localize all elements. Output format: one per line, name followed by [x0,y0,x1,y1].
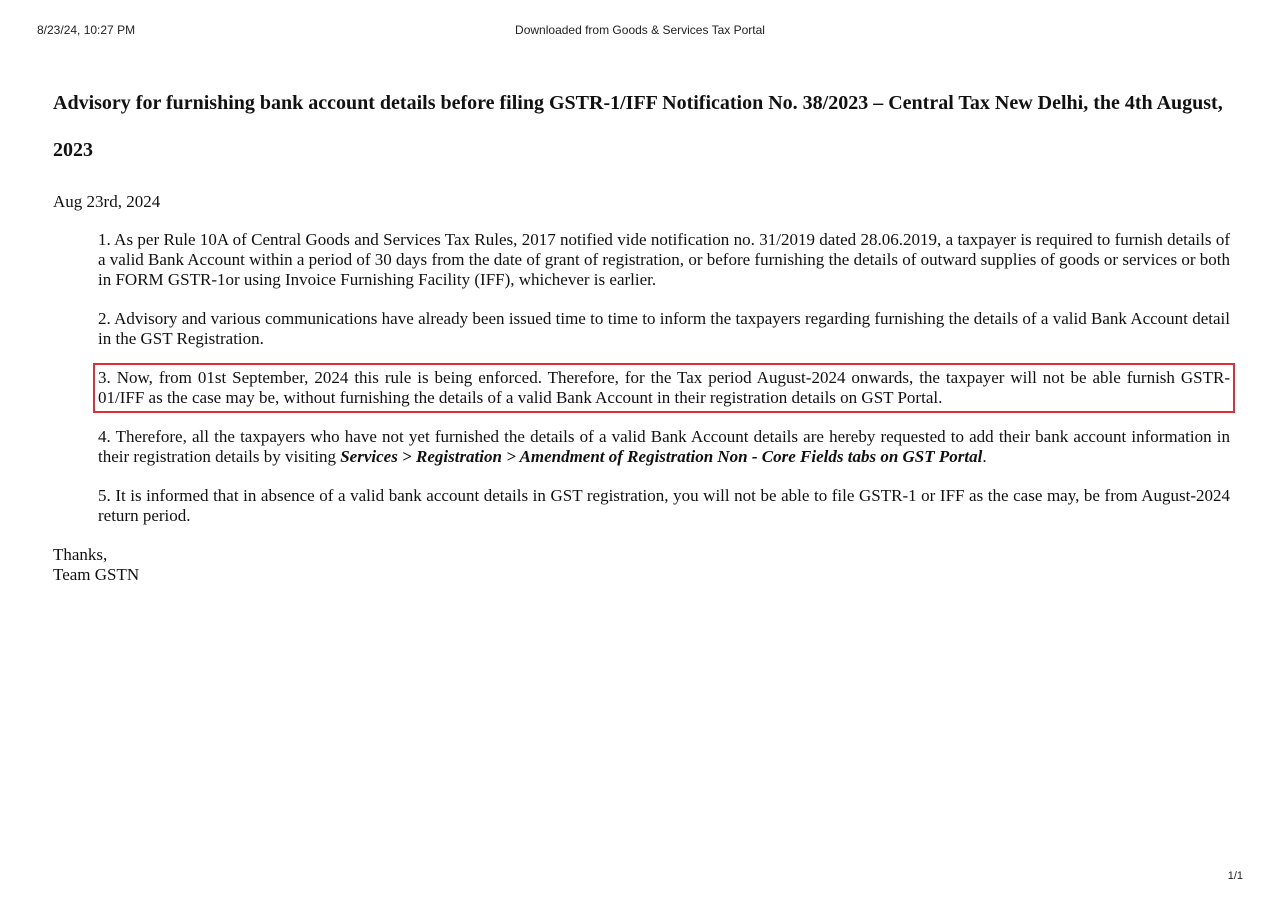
advisory-date: Aug 23rd, 2024 [53,192,161,211]
advisory-point-5: 5. It is informed that in absence of a valid bank account details in GST registration, you will not be able to file GSTR-1 or IFF as the case may, be from August-2024 return period. [98,486,1230,525]
advisory-document [53,80,1230,585]
print-source: Downloaded from Goods & Services Tax Portal [515,23,765,37]
page-number: 1/1 [1227,870,1243,882]
closing [53,545,1230,585]
print-datetime: 8/23/24, 10:27 PM [37,23,136,37]
advisory-title: Advisory for furnishing bank account details before filing GSTR-1/IFF Notification No. 38/2023 – Central Tax New Delhi, the 4th August, 2023 [53,92,1223,161]
closing-thanks: Thanks, [53,545,108,564]
advisory-point-3-highlighted: 3. Now, from 01st September, 2024 this rule is being enforced. Therefore, for the Tax period August-2024 onwards, the taxpayer will not be able furnish GSTR-01/IFF as the case may be, without furnishing the details of a valid Bank Account in their registration details on GST Portal. [98,368,1230,407]
navigation-path: Services > Registration > Amendment of Registration Non - Core Fields tabs on GST Portal [340,447,983,466]
advisory-point-4-text: 4. Therefore, all the taxpayers who have not yet furnished the details of a valid Bank Account details are hereby requested to add their bank account information in their registration details by visiting [98,427,1230,466]
advisory-point-2: 2. Advisory and various communications have already been issued time to time to inform the taxpayers regarding furnishing the details of a valid Bank Account detail in the GST Registration. [98,309,1230,348]
advisory-point-1: 1. As per Rule 10A of Central Goods and Services Tax Rules, 2017 notified vide notification no. 31/2019 dated 28.06.2019, a taxpayer is required to furnish details of a valid Bank Account within a period of 30 days from the date of grant of registration, or before furnishing the details of outward supplies of goods or services or both in FORM GSTR-1or using Invoice Furnishing Facility (IFF), whichever is earlier. [98,230,1230,289]
advisory-point-4 [98,427,1230,467]
closing-team: Team GSTN [53,565,140,584]
print-header [37,23,1243,39]
advisory-points [98,230,1230,526]
advisory-point-4-end: . [982,447,987,466]
